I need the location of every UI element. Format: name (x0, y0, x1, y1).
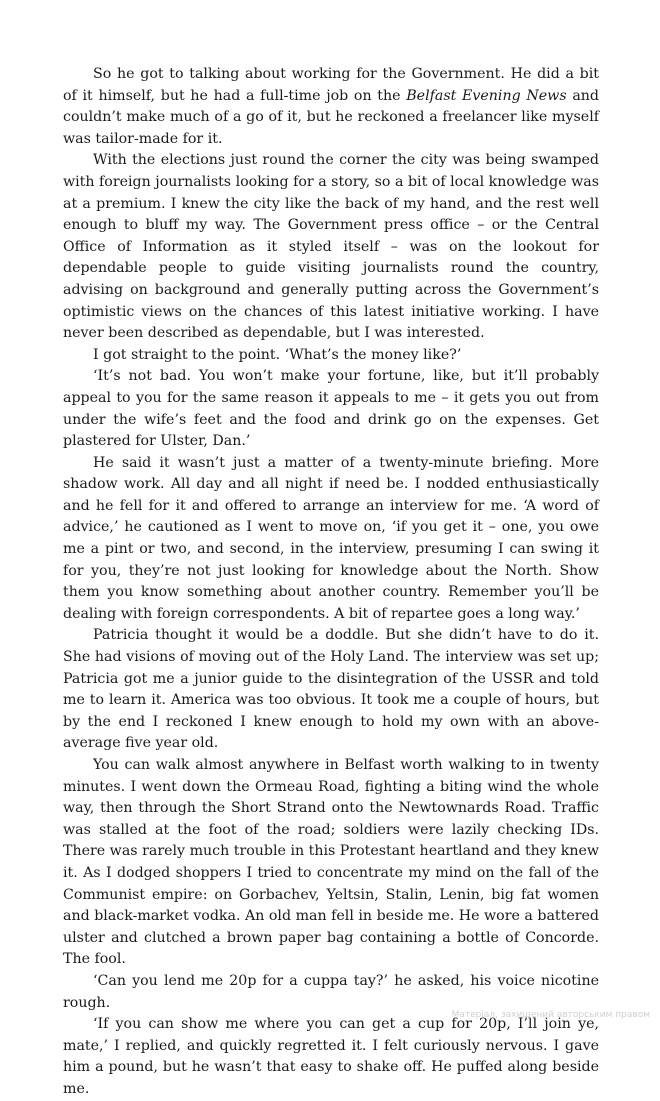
text-segment: He said it wasn’t just a matter of a twenty-minute briefing. More shadow work. All day and all night if need be. I nodded enthusiastically and he fell for it and offered to arrange an interview for me. ‘A word of advice,’ he cautioned as I went to move on, ‘if you get it – one, you owe me a pint or two, and second, in the interview, presuming I can swing it for you, they’re not just looking for knowledge about the North. Show them you know something about another country. Remember you’ll be dealing with foreign correspondents. A bit of repartee goes a long way.’ (63, 454, 599, 622)
copyright-watermark: Матеріал, захищений авторським правом (451, 1010, 650, 1020)
paragraph (63, 64, 599, 150)
paragraph (63, 1014, 599, 1100)
text-segment: So he got to talking about working for the Government. He did a bit of it himself, but he had a full-time job on the (63, 66, 599, 104)
paragraph (63, 971, 599, 1014)
text-segment: ‘It’s not bad. You won’t make your fortune, like, but it’ll probably appeal to you for the same reason it appeals to me – it gets you out from under the wife’s feet and the food and drink go on the expenses. Get plastered for Ulster, Dan.’ (63, 368, 599, 450)
text-segment: Patricia thought it would be a doddle. But she didn’t have to do it. She had visions of moving out of the Holy Land. The interview was set up; Patricia got me a junior guide to the disintegration of the USSR and told me to learn it. America was too obvious. It took me a couple of hours, but by the end I reckoned I knew enough to hold my own with an above-average five year old. (63, 627, 599, 752)
body-text (63, 64, 599, 1101)
paragraph (63, 366, 599, 452)
text-segment: ‘Can you lend me 20p for a cuppa tay?’ he asked, his voice nicotine rough. (63, 972, 599, 1011)
paragraph (63, 625, 599, 755)
paragraph (63, 453, 599, 626)
text-segment: With the elections just round the corner the city was being swamped with foreign journalists looking for a story, so a bit of local knowledge was at a premium. I knew the city like the back of my hand, and the rest well enough to bluff my way. The Government press office – or the Central Office of Information as it styled itself – was on the lookout for dependable people to guide visiting journalists round the country, advising on background and generally putting across the Government’s optimistic views on the chances of this latest initiative working. I have never been described as dependable, but I was interested. (63, 152, 599, 342)
book-page (63, 64, 599, 1101)
text-segment: and couldn’t make much of a go of it, but he reckoned a freelancer like myself was tailor-made for it. (63, 87, 599, 147)
text-segment: You can walk almost anywhere in Belfast worth walking to in twenty minutes. I went down the Ormeau Road, fighting a biting wind the whole way, then through the Short Strand onto the Newtownards Road. Traffic was stalled at the foot of the road; soldiers were lazily checking IDs. There was rarely much trouble in this Protestant heartland and they knew it. As I dodged shoppers I tried to concentrate my mind on the fall of the Communist empire: on Gorbachev, Yeltsin, Stalin, Lenin, big fat women and black-market vodka. An old man fell in beside me. He wore a battered ulster and clutched a brown paper bag containing a bottle of Concorde. The fool. (63, 757, 599, 968)
paragraph (63, 150, 599, 344)
paragraph (63, 345, 599, 367)
text-segment: ‘If you can show me where you can get a cup for 20p, I’ll join ye, mate,’ I replied, and quickly regretted it. I felt curiously nervous. I gave him a pound, but he wasn’t that easy to shake off. He puffed along beside me. (63, 1016, 599, 1097)
italic-title: Belfast Evening News (406, 87, 567, 104)
text-segment: I got straight to the point. ‘What’s the money like?’ (93, 346, 462, 363)
paragraph (63, 755, 599, 971)
